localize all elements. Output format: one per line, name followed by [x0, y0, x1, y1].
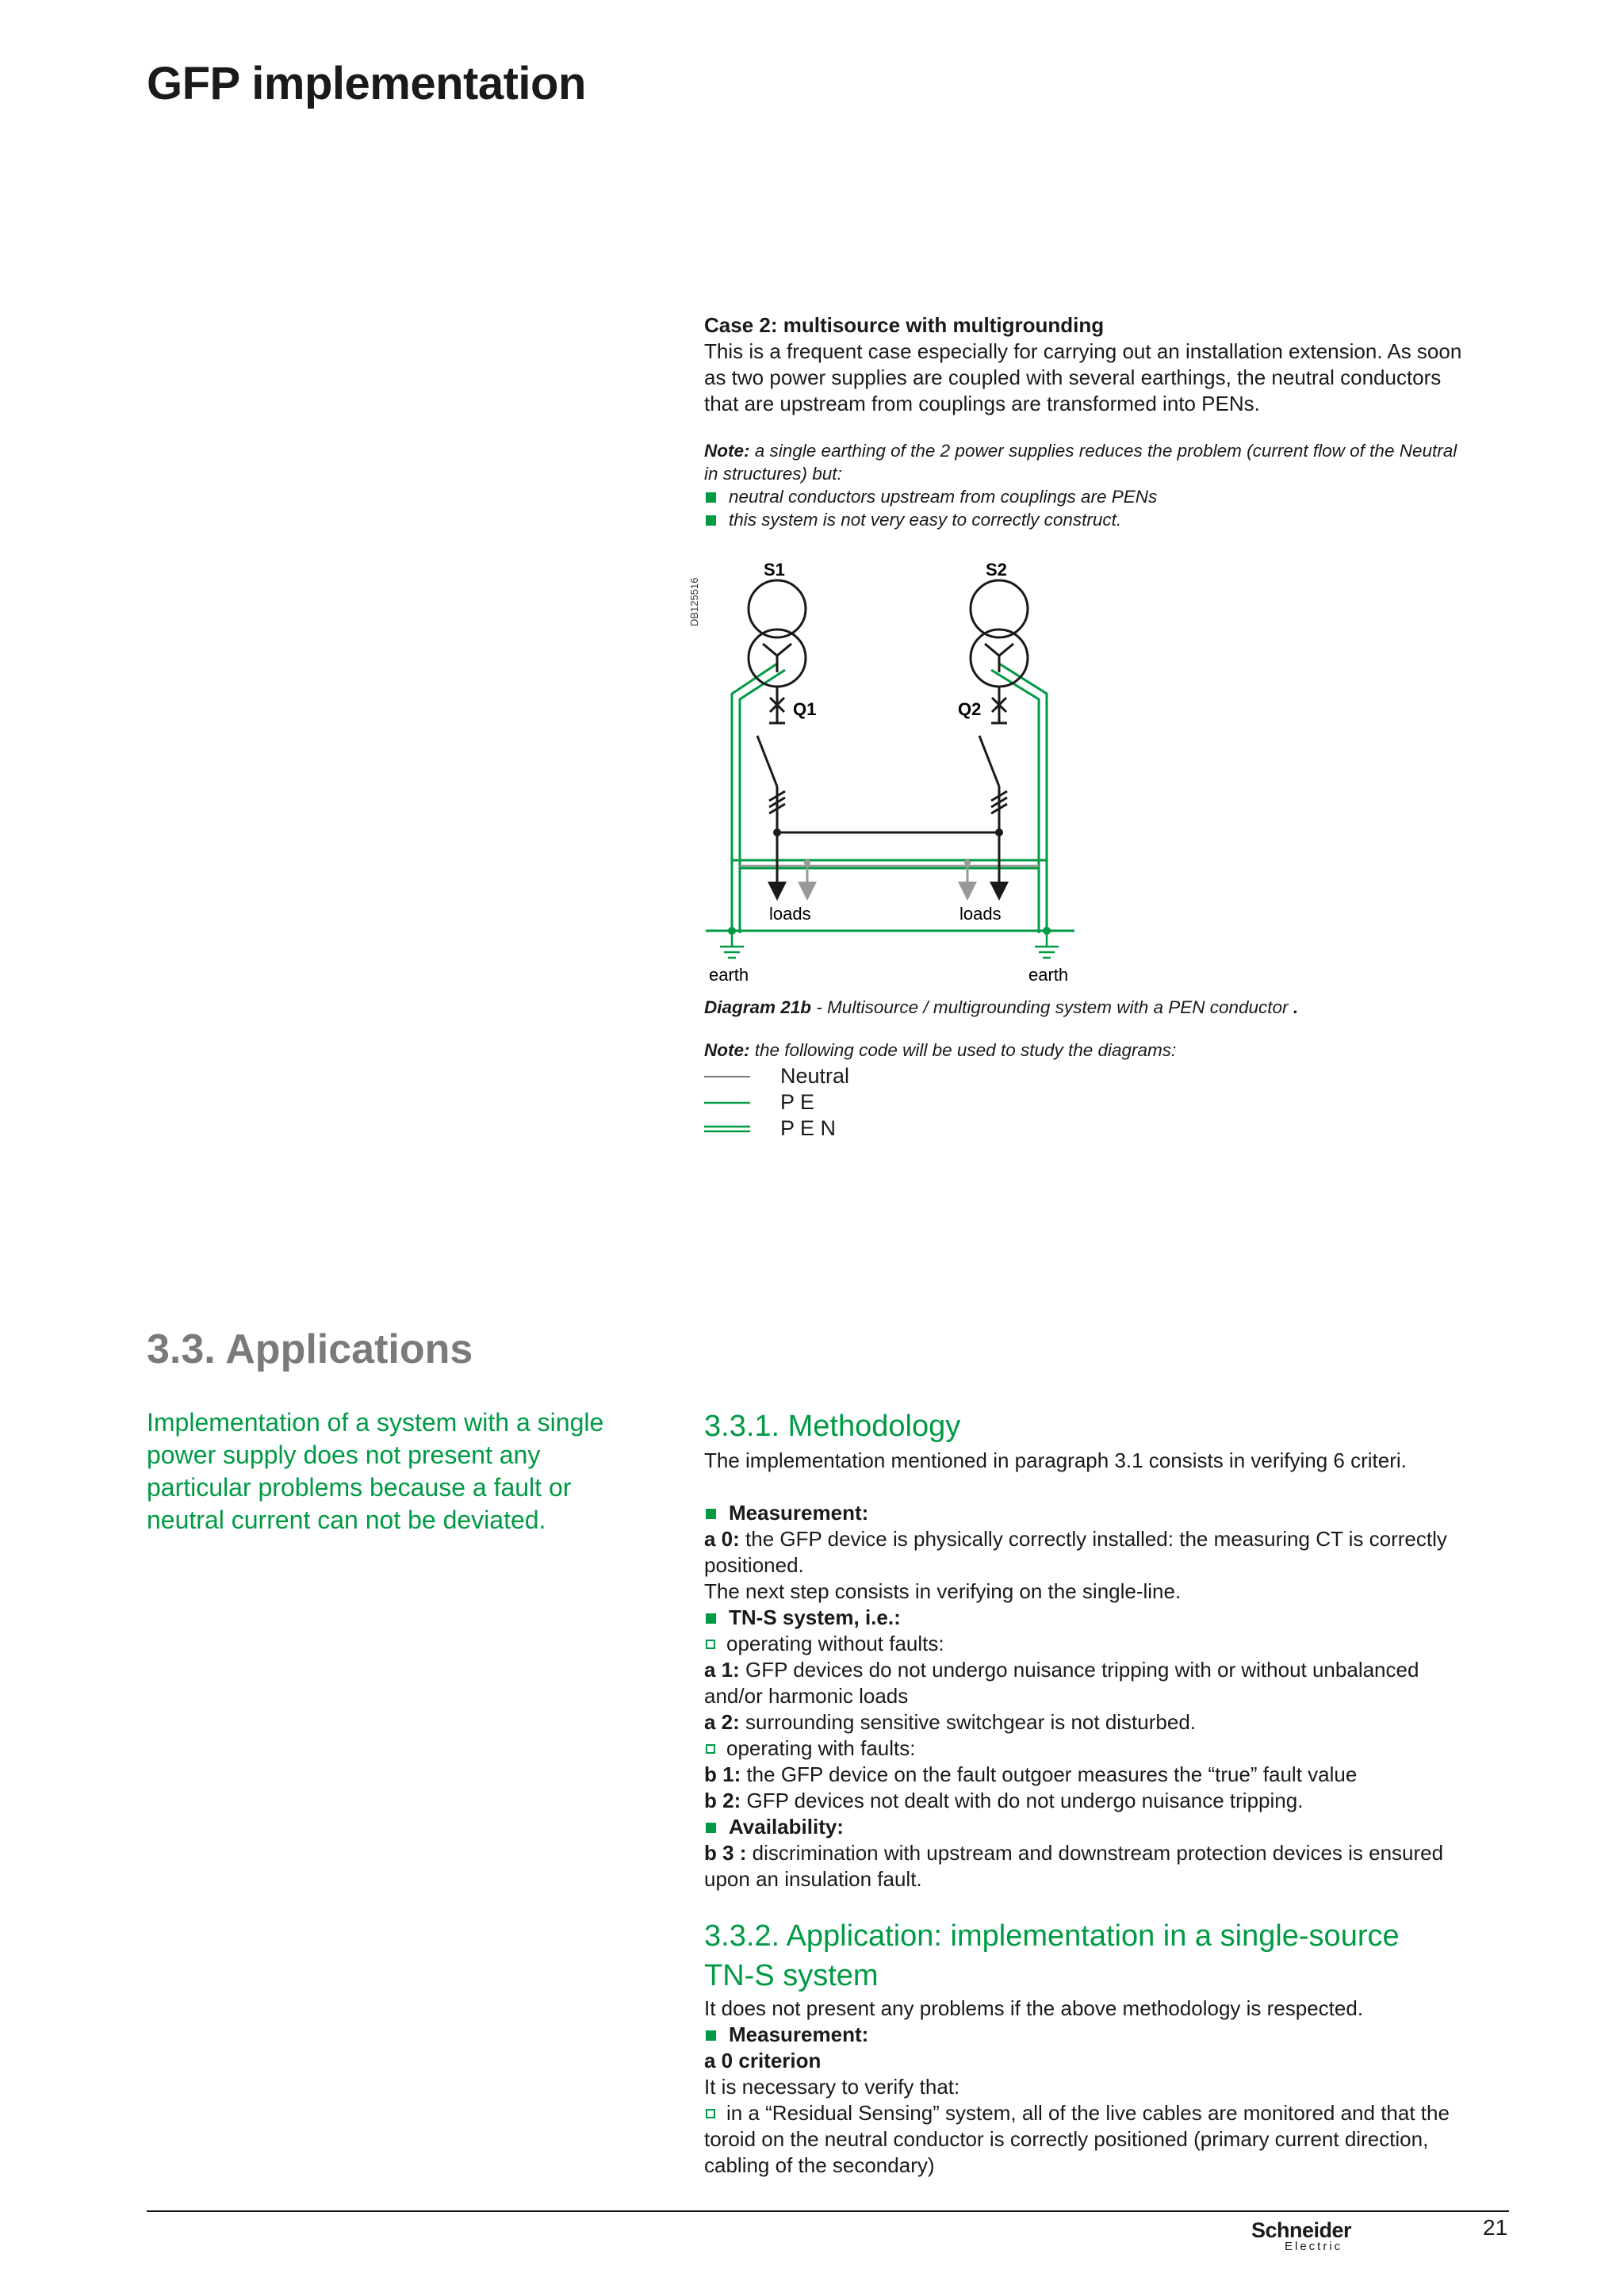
diagram-caption [704, 996, 1298, 1019]
load-arrow-icon [798, 882, 817, 901]
measurement-label: Measurement: [729, 2022, 869, 2046]
verify-text: It is necessary to verify that: [704, 2075, 960, 2099]
residual-text: toroid on the neutral conductor is correctly positioned (primary current direction, [704, 2127, 1429, 2151]
note-text: a single earthing of the 2 power supplies reduces the problem (current flow of the Neutral [749, 441, 1457, 461]
case2-line: as two power supplies are coupled with several earthings, the neutral conductors [704, 365, 1442, 389]
note-bullet-text: neutral conductors upstream from couplings are PENs [729, 487, 1158, 507]
label-q2: Q2 [958, 699, 982, 719]
next-step-text: The next step consists in verifying on the single-line. [704, 1579, 1182, 1603]
without-faults-text: operating without faults: [726, 1632, 944, 1655]
legend-note [704, 1039, 1176, 1062]
criterion-b2 [704, 1788, 1505, 1814]
earth-icon [720, 931, 1059, 958]
with-faults-text: operating with faults: [726, 1736, 916, 1760]
availability-item [704, 1814, 1505, 1840]
note-bullet-text: this system is not very easy to correctly construct. [729, 510, 1122, 530]
multisource-diagram [674, 555, 1118, 999]
case2-section [704, 312, 1505, 531]
criterion-label: b 1: [704, 1762, 741, 1786]
measurement-item [704, 1500, 1505, 1526]
label-loads-right: loads [959, 904, 1002, 924]
load-arrow-icon [990, 882, 1009, 901]
applications-intro [147, 1406, 654, 1536]
logo-sub: Electric [1285, 2240, 1343, 2253]
intro-line: Implementation of a system with a single [147, 1408, 604, 1437]
criterion-text: GFP devices do not undergo nuisance tripping with or without unbalanced [739, 1658, 1419, 1682]
note-text: the following code will be used to study the diagrams: [749, 1040, 1177, 1060]
legend-pen: P E N [780, 1116, 837, 1140]
tns-label: TN-S system, i.e.: [729, 1605, 901, 1629]
note-label: Note: [704, 1040, 750, 1060]
application-heading [704, 1916, 1505, 1996]
label-s2: S2 [986, 560, 1007, 580]
page-number: 21 [1483, 2215, 1508, 2240]
bullet-icon [706, 2030, 716, 2041]
logo-brand: Schneider [1251, 2218, 1352, 2242]
criterion-a0 [704, 1526, 1505, 1552]
criterion-label: b 3 : [704, 1841, 747, 1865]
criterion-text: discrimination with upstream and downstream protection devices is ensured [746, 1841, 1444, 1865]
footer-rule [147, 2210, 1509, 2212]
legend-symbols [704, 1062, 760, 1142]
label-earth-right: earth [1028, 965, 1069, 985]
legend-pe: P E [780, 1090, 815, 1114]
criterion-text: GFP devices not dealt with do not undergo nuisance tripping. [741, 1789, 1304, 1812]
with-faults-item [704, 1735, 1505, 1762]
bullet-icon [706, 1613, 716, 1624]
a0-criterion: a 0 criterion [704, 2049, 822, 2072]
criterion-a1 [704, 1657, 1505, 1683]
criterion-label: a 2: [704, 1710, 740, 1734]
measurement-label: Measurement: [729, 1501, 869, 1525]
note-bullet [704, 508, 1505, 531]
case2-note [704, 439, 1505, 462]
load-arrow-icon [768, 882, 787, 901]
bullet-icon [706, 1823, 716, 1833]
label-loads-left: loads [769, 904, 811, 924]
methodology-section [704, 1406, 1505, 2179]
diagram-ref-code: DB125516 [688, 577, 700, 626]
label-earth-left: earth [709, 965, 749, 985]
criterion-label: b 2: [704, 1789, 741, 1812]
legend-neutral: Neutral [780, 1064, 850, 1088]
criterion-text: surrounding sensitive switchgear is not disturbed. [739, 1710, 1196, 1734]
criterion-label: a 1: [704, 1658, 740, 1682]
criterion-b1 [704, 1762, 1505, 1788]
criterion-label: a 0: [704, 1527, 740, 1551]
criterion-text: upon an insulation fault. [704, 1867, 922, 1891]
criterion-text: the GFP device on the fault outgoer measures the “true” fault value [741, 1762, 1358, 1786]
label-s1: S1 [764, 560, 785, 580]
section-heading: 3.3. Applications [147, 1326, 473, 1372]
criterion-a2 [704, 1709, 1505, 1735]
criterion-text: the GFP device is physically correctly installed: the measuring CT is correctly [739, 1527, 1447, 1551]
open-bullet-icon [706, 1640, 715, 1649]
application-heading-line: 3.3.2. Application: implementation in a single-source [704, 1919, 1400, 1953]
bullet-icon [706, 515, 716, 526]
caption-dot: . [1293, 997, 1299, 1017]
residual-item [704, 2100, 1505, 2126]
bullet-icon [706, 492, 716, 503]
criterion-text: positioned. [704, 1553, 804, 1577]
load-arrow-icon [958, 882, 977, 901]
intro-line: power supply does not present any [147, 1441, 541, 1469]
measurement-item [704, 2022, 1505, 2048]
open-bullet-icon [706, 1744, 715, 1754]
methodology-heading: 3.3.1. Methodology [704, 1410, 961, 1443]
criterion-b3 [704, 1840, 1505, 1866]
methodology-intro: The implementation mentioned in paragraph 3.1 consists in verifying 6 criteri. [704, 1448, 1407, 1472]
legend-labels [780, 1063, 849, 1142]
open-bullet-icon [706, 2109, 715, 2118]
caption-label: Diagram 21b [704, 997, 812, 1017]
case2-line: that are upstream from couplings are transformed into PENs. [704, 392, 1260, 415]
case2-heading: Case 2: multisource with multigrounding [704, 313, 1105, 337]
bullet-icon [706, 1509, 716, 1519]
label-q1: Q1 [793, 699, 817, 719]
case2-note-cont: in structures) but: [704, 464, 842, 484]
application-heading-line: TN-S system [704, 1959, 879, 1992]
caption-text: - Multisource / multigrounding system with a PEN conductor [811, 997, 1293, 1017]
criterion-text: and/or harmonic loads [704, 1684, 909, 1708]
availability-label: Availability: [729, 1815, 844, 1839]
residual-text: in a “Residual Sensing” system, all of the live cables are monitored and that the [726, 2101, 1450, 2125]
intro-line: particular problems because a fault or [147, 1473, 572, 1502]
case2-line: This is a frequent case especially for carrying out an installation extension. As soon [704, 339, 1462, 363]
intro-line: neutral current can not be deviated. [147, 1506, 546, 1534]
schneider-logo [1251, 2218, 1394, 2274]
residual-text: cabling of the secondary) [704, 2153, 935, 2177]
page-title: GFP implementation [147, 58, 586, 109]
tns-item [704, 1605, 1505, 1631]
without-faults-item [704, 1631, 1505, 1657]
note-label: Note: [704, 441, 750, 461]
application-intro: It does not present any problems if the above methodology is respected. [704, 1996, 1364, 2020]
note-bullet [704, 485, 1505, 508]
